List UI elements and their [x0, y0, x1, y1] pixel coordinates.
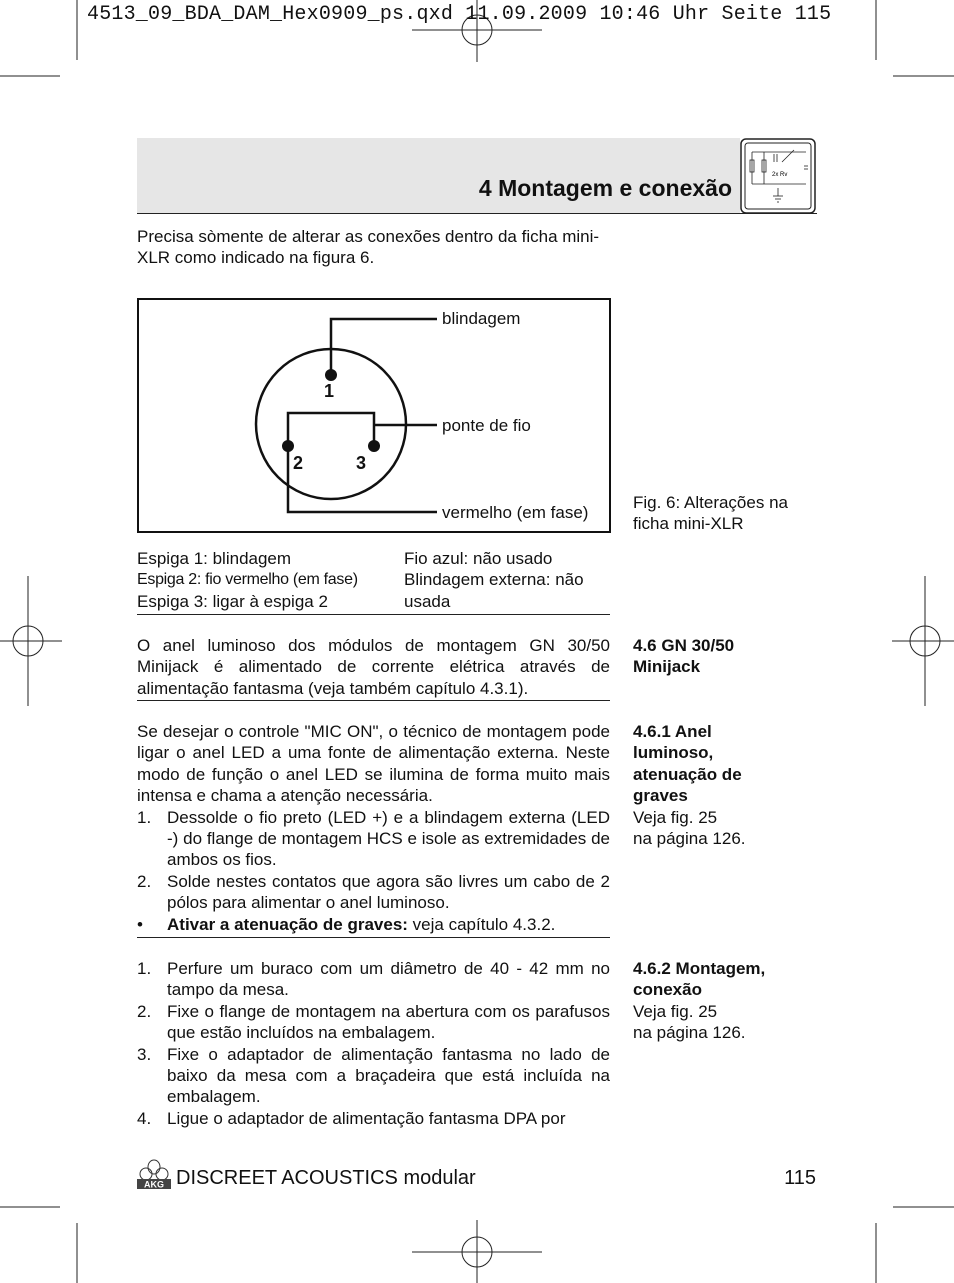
bullet-text: veja capítulo 4.3.2. [407, 914, 556, 934]
s462-step-2 [137, 1001, 610, 1044]
step-text: Fixe o adaptador de alimentação fantasma no lado de baixo da mesa com a braçadeira que está incluída na embalagem. [167, 1044, 610, 1107]
step-number: 2. [137, 1001, 152, 1021]
pin-entry-3: Espiga 3: ligar à espiga 2 [137, 591, 328, 611]
page-number: 115 [784, 1167, 816, 1189]
pin-2-dot [282, 440, 294, 452]
icon-label: 2x Rv [772, 172, 788, 178]
step-text: Fixe o flange de montagem na abertura com os parafusos que estão incluídos na embalagem. [167, 1001, 610, 1043]
step-text: Ligue o adaptador de alimentação fantasma DPA por [167, 1108, 566, 1128]
pin-entry-1: Espiga 1: blindagem [137, 549, 292, 568]
figure-caption: Fig. 6: Alterações na ficha mini-XLR [633, 493, 788, 534]
logo-text: AKG [144, 1179, 164, 1190]
label-shield: blindagem [442, 309, 521, 328]
s462-side-note [633, 1001, 746, 1044]
step-number: 3. [137, 1044, 152, 1064]
pin-list-left [137, 548, 402, 612]
s461-side-note [633, 807, 746, 850]
s461-step-2 [137, 871, 610, 914]
xlr-diagram [137, 298, 611, 533]
chapter-icon [740, 138, 816, 214]
pin-note-blue: Fio azul: não usado [404, 549, 553, 568]
side-note-line: na página 126. [633, 1023, 746, 1043]
s462-step-3 [137, 1044, 610, 1108]
step-text: Solde nestes contatos que agora são livres um cabo de 2 pólos para alimentar o anel luminoso. [167, 871, 610, 913]
pin-list-right [404, 548, 609, 612]
header-rule [137, 213, 817, 214]
side-note-line: Veja fig. 25 [633, 808, 718, 827]
pin-3-dot [368, 440, 380, 452]
s461-step-1 [137, 807, 610, 871]
akg-logo [136, 1158, 172, 1190]
bullet-bold: Ativar a atenuação de graves: [167, 914, 408, 934]
pin-2-label: 2 [293, 453, 304, 473]
side-note-line: na página 126. [633, 829, 746, 849]
s46-body: O anel luminoso dos módulos de montagem GN 30/50 Minijack é alimentado de corrente elétrica através de alimentação fantasma (veja também capítulo 4.3.1). [137, 636, 610, 698]
akg-logo-icon [136, 1158, 172, 1190]
circuit-icon [740, 138, 816, 214]
step-number: 4. [137, 1108, 152, 1128]
step-number: 1. [137, 959, 152, 978]
bridge-wire [288, 413, 374, 445]
s46-heading: 4.6 GN 30/50 Minijack [633, 636, 735, 677]
label-red: vermelho (em fase) [442, 503, 589, 522]
intro-text: Precisa sòmente de alterar as conexões dentro da ficha mini-XLR como indicado na figura 6. [137, 227, 600, 268]
step-text: Dessolde o fio preto (LED +) e a blindagem externa (LED -) do flange de montagem HCS e isole as extremidades de ambos os fios. [167, 807, 610, 870]
divider-1 [137, 614, 610, 615]
pin-1-label: 1 [324, 381, 335, 401]
pin-note-shield: Blindagem externa: não usada [404, 570, 584, 611]
s461-bullet [137, 914, 610, 935]
shield-wire [331, 319, 437, 373]
s461-content [137, 721, 610, 935]
pin-entry-2: Espiga 2: fio vermelho (em fase) [137, 571, 358, 589]
s461-heading: 4.6.1 Anel luminoso, atenuação de graves [633, 722, 742, 806]
step-text: Perfure um buraco com um diâmetro de 40 - 42 mm no tampo da mesa. [167, 959, 610, 1000]
divider-3 [137, 937, 610, 938]
side-note-line: Veja fig. 25 [633, 1002, 718, 1021]
s462-step-4 [137, 1108, 610, 1129]
pin-3-label: 3 [356, 453, 367, 473]
footer-product: DISCREET ACOUSTICS modular [176, 1167, 476, 1189]
pin-1-dot [325, 369, 337, 381]
label-bridge: ponte de fio [442, 416, 531, 435]
chapter-title: 4 Montagem e conexão [478, 175, 732, 201]
s461-body: Se desejar o controle "MIC ON", o técnico de montagem pode ligar o anel LED a uma fonte de alimentação externa. Neste modo de função o anel LED se ilumina de forma muito mais intensa e chama a atenção necessária. [137, 722, 610, 806]
step-number: 1. [137, 807, 152, 827]
divider-2 [137, 700, 610, 701]
s462-heading: 4.6.2 Montagem, conexão [633, 959, 766, 1000]
s462-step-1 [137, 958, 610, 1001]
print-slug: 4513_09_BDA_DAM_Hex0909_ps.qxd 11.09.2009 10:46 Uhr Seite 115 [87, 3, 832, 26]
step-number: 2. [137, 871, 152, 891]
bullet-mark: • [137, 914, 143, 934]
s462-content [137, 958, 610, 1129]
